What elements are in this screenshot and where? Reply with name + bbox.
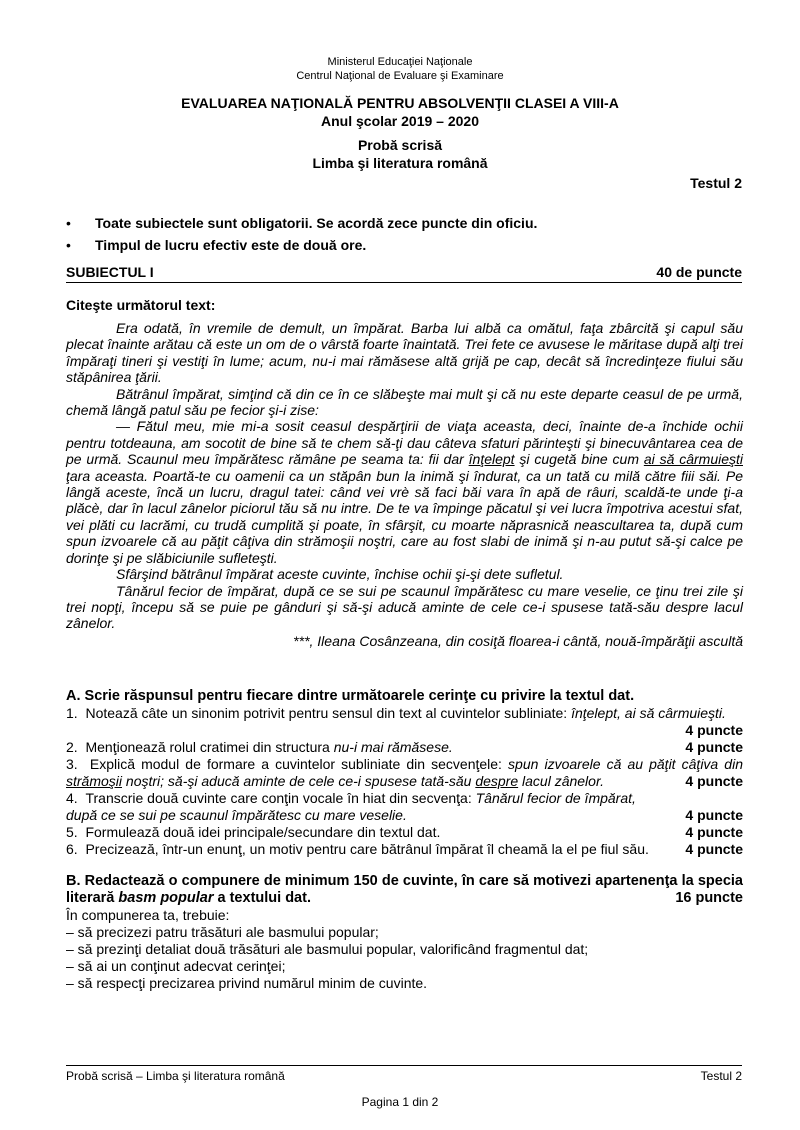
requirement-points: 4 puncte [685,824,743,840]
instructions-list [66,212,746,256]
section-name: SUBIECTUL I [66,264,154,280]
text-passage [66,320,743,649]
ministry-header: Ministerul Educaţiei Naţionale [327,56,473,68]
underlined-word: înţelept [468,451,515,468]
passage-source: ***, Ileana Cosânzeana, din cosiţă floarea-i cântă, nouă-împărăţii ascultă [293,632,743,649]
part-b-criterion: – să respecţi precizarea privind numărul minim de cuvinte. [66,975,428,991]
instruction-item: • Toate subiectele sunt obligatorii. Se acordă zece puncte din oficiu. [66,212,746,234]
passage-paragraph: — Fătul meu, mie mi-a sosit ceasul despărţirii de viaţa aceasta, deci, înainte de-a închide ochii pentru totdeauna, am socotit de bine să te chem să-ţi dau câteva sfaturi părinteşti şi binecuvântarea cea de pe urmă. Scaunul meu împărătesc rămâne pe seama ta: fii dar înţelept şi cugetă bine cum ai să cârmuieşti ţara aceasta. Poartă-te cu oamenii ca un stăpân bun la inimă şi îndurat, ca un tată cu milă către fiii săi. Pe lângă aceste, încă un lucru, dragul tatei: când vei vrè să faci băi vara în apă de râuri, scaldă-te unde ţi-a plăcè, dar în lacul zânelor piciorul tău să nu intre. De te va împinge păcatul şi vei lucra împotriva acestui sfat, vei plăti cu lacrămi, cu trudă cumplită şi poate, în sfârşit, cu moarte năprasnică neascultarea ta, după cum spun izvoarele că au păţit câţiva din strămoşii noştri, care au fost slabi de inimă şi n-au putut să-şi calce pe dorinţe şi pe slăbiciunile sufleteşti. [66,418,743,566]
subject-title: Limba şi literatura română [312,155,488,171]
proba-title: Probă scrisă [357,137,443,153]
part-b-heading: B. Redactează o compunere de minimum 150 de cuvinte, în care să motivezi apartenenţa la specia literară basm popular a textului dat. 16 puncte [66,873,743,906]
passage-paragraph: Tânărul fecior de împărat, după ce se sui pe scaunul împărătesc cu mare veselie, ce ţinu trei zile şi trei nopţi, începu să se puie pe gânduri şi să-şi aducă aminte de cele ce-i spusese tată-său despre lacul zânelor. [66,582,743,632]
page-number: Pagina 1 din 2 [361,1095,439,1109]
requirement-item: 5. Formulează două idei principale/secundare din textul dat. 4 puncte [66,824,743,840]
passage-paragraph: Era odată, în vremile de demult, un împărat. Barba lui albă ca omătul, faţa zbârcită şi capul său plecat înainte arătau că este un om de o vârstă foarte înaintată. Trei fete ce avusese le măritase după alţi trei împăraţi tineri şi vestiţi în lume; acum, nu-i mai rămăsese altă grijă pe cap, decât să încredinţeze fiului său stăpânirea ţării. [66,320,743,386]
requirement-points: 4 puncte [685,773,743,789]
requirement-item: 6. Precizează, într-un enunţ, un motiv pentru care bătrânul împărat îl cheamă la el pe fiul său. 4 puncte [66,841,743,857]
part-b-intro: În compunerea ta, trebuie: [66,907,230,923]
passage-paragraph: Bătrânul împărat, simţind că din ce în ce slăbeşte mai mult şi că nu este departe ceasul de pe urmă, chemă lângă patul său pe fecior şi-i zise: [66,385,743,419]
underlined-word: strămoşii [66,773,123,789]
school-year: Anul şcolar 2019 – 2020 [321,113,479,129]
footer-left: Probă scrisă – Limba şi literatura română [66,1069,285,1083]
requirement-points: 4 puncte [685,739,743,755]
page-footer [66,1065,742,1083]
part-b [66,873,743,992]
part-b-criterion: – să ai un conţinut adecvat cerinţei; [66,958,286,974]
requirement-item: 2. Menţionează rolul cratimei din structura nu-i mai rămăsese. 4 puncte [66,739,743,755]
requirement-points: 4 puncte [685,722,743,738]
requirement-item: 4. Transcrie două cuvinte care conţin vocale în hiat din secvenţa: Tânărul fecior de împărat, după ce se sui pe scaunul împărătesc cu mare veselie. 4 puncte [66,790,743,823]
test-label: Testul 2 [690,175,742,191]
requirement-points: 4 puncte [685,841,743,857]
exam-title: EVALUAREA NAŢIONALĂ PENTRU ABSOLVENŢII CLASEI A VIII-A [181,95,619,111]
part-a-heading: A. Scrie răspunsul pentru fiecare dintre următoarele cerinţe cu privire la textul dat. [66,688,635,704]
instruction-item: • Timpul de lucru efectiv este de două ore. [66,234,746,256]
requirement-points: 4 puncte [685,807,743,823]
section-points: 40 de puncte [656,264,742,280]
footer-right: Testul 2 [700,1069,742,1083]
requirement-item: 1. Notează câte un sinonim potrivit pentru sensul din text al cuvintelor subliniate: înţelept, ai să cârmuieşti. [66,705,726,721]
read-instruction: Citeşte următorul text: [66,297,216,313]
underlined-word: despre [475,773,519,789]
part-b-criterion: – să precizezi patru trăsături ale basmului popular; [66,924,379,940]
part-b-points: 16 puncte [675,890,743,906]
requirement-item: 3. Explică modul de formare a cuvintelor subliniate din secvenţele: spun izvoarele că au păţit câţiva din strămoşii noştri; să-şi aducă aminte de cele ce-i spusese tată-său despre lacul zânelor. 4 puncte [66,756,743,789]
passage-paragraph: Sfârşind bătrânul împărat aceste cuvinte, închise ochii şi-şi dete sufletul. [116,566,564,583]
section-heading [66,264,742,283]
part-b-criterion: – să prezinţi detaliat două trăsături ale basmului popular, valorificând fragmentul dat; [66,941,589,957]
part-a [66,688,743,858]
underlined-word: ai să cârmuieşti [643,451,743,468]
center-header: Centrul Naţional de Evaluare şi Examinare [296,70,504,82]
